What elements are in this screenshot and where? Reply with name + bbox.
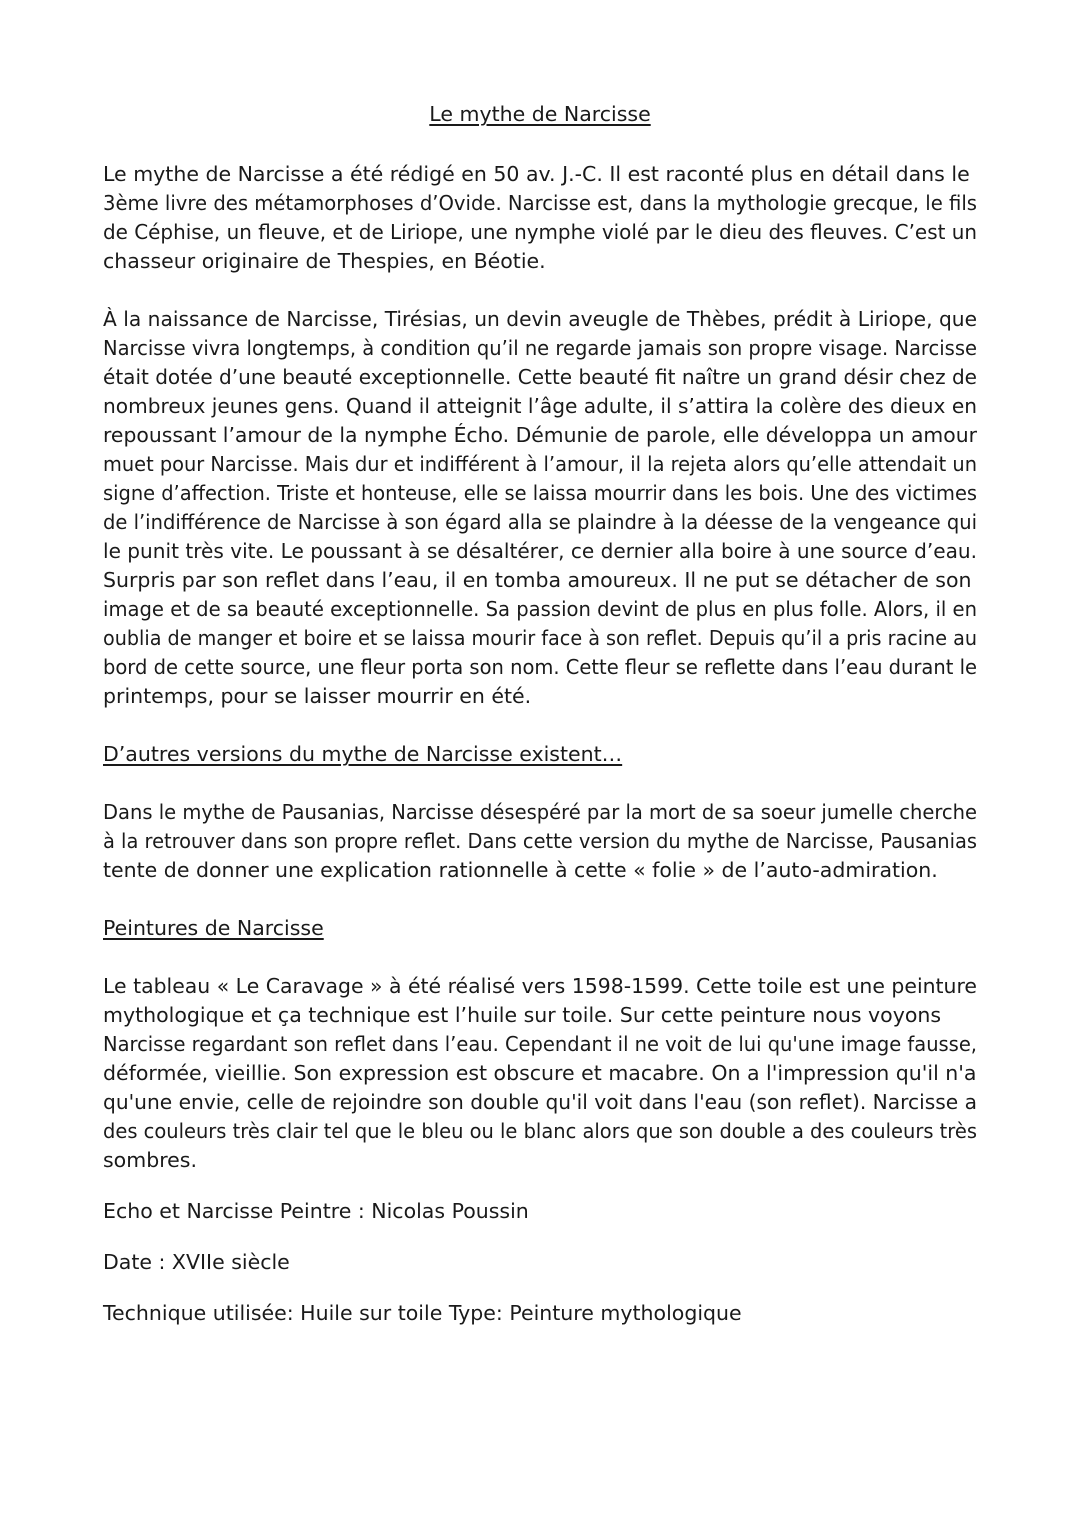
text-line: Le tableau « Le Caravage » à été réalisé vers 1598-1599. Cette toile est une peinture: [103, 974, 977, 998]
text-line: À la naissance de Narcisse, Tirésias, un devin aveugle de Thèbes, prédit à Liriope, que: [103, 307, 977, 331]
poussin-line: Echo et Narcisse Peintre : Nicolas Poussin: [103, 1199, 529, 1223]
text-line: muet pour Narcisse. Mais dur et indifférent à l’amour, il la rejeta alors qu’elle attendait un: [103, 452, 977, 476]
date-line: Date : XVIIe siècle: [103, 1250, 290, 1274]
text-line: 3ème livre des métamorphoses d’Ovide. Narcisse est, dans la mythologie grecque, le fils: [103, 191, 977, 215]
story-paragraph: [103, 305, 1038, 711]
paintings-paragraph: [103, 972, 1024, 1175]
document-title-text: Le mythe de Narcisse: [429, 102, 651, 126]
text-line: était dotée d’une beauté exceptionnelle. Cette beauté fit naître un grand désir chez de: [103, 365, 977, 389]
text-line: image et de sa beauté exceptionnelle. Sa passion devint de plus en plus folle. Alors, il en: [103, 597, 977, 621]
document-title: [103, 100, 977, 129]
text-line: bord de cette source, une fleur porta son nom. Cette fleur se reflette dans l’eau durant le: [103, 655, 977, 679]
text-line: Narcisse regardant son reflet dans l’eau. Cependant il ne voit de lui qu'une image fausse,: [103, 1032, 977, 1056]
text-line: déformée, vieillie. Son expression est obscure et macabre. On a l'impression qu'il n'a: [103, 1061, 977, 1085]
text-line: qu'une envie, celle de rejoindre son double qu'il voit dans l'eau (son reflet). Narcisse a: [103, 1090, 977, 1114]
paintings-heading: Peintures de Narcisse: [103, 916, 324, 940]
text-line: nombreux jeunes gens. Quand il atteignit l’âge adulte, il s’attira la colère des dieux en: [103, 394, 977, 418]
text-line: sombres.: [103, 1148, 197, 1172]
versions-paragraph: [103, 798, 1026, 885]
text-line: mythologique et ça technique est l’huile sur toile. Sur cette peinture nous voyons: [103, 1003, 942, 1027]
versions-heading: D’autres versions du mythe de Narcisse existent…: [103, 742, 623, 766]
text-line: le punit très vite. Le poussant à se désaltérer, ce dernier alla boire à une source d’eau.: [103, 539, 977, 563]
text-line: Le mythe de Narcisse a été rédigé en 50 av. J.-C. Il est raconté plus en détail dans le: [103, 162, 970, 186]
text-line: à la retrouver dans son propre reflet. Dans cette version du mythe de Narcisse, Pausanias: [103, 829, 977, 853]
text-line: printemps, pour se laisser mourrir en été.: [103, 684, 532, 708]
text-line: Dans le mythe de Pausanias, Narcisse désespéré par la mort de sa soeur jumelle cherche: [103, 800, 977, 824]
text-line: signe d’affection. Triste et honteuse, elle se laissa mourrir dans les bois. Une des victimes: [103, 481, 977, 505]
text-line: de Céphise, un fleuve, et de Liriope, une nymphe violé par le dieu des fleuves. C’est un: [103, 220, 977, 244]
text-line: repoussant l’amour de la nymphe Écho. Démunie de parole, elle développa un amour: [103, 423, 977, 447]
text-line: chasseur originaire de Thespies, en Béotie.: [103, 249, 546, 273]
text-line: Surpris par son reflet dans l’eau, il en tomba amoureux. Il ne put se détacher de son: [103, 568, 972, 592]
text-line: Narcisse vivra longtemps, à condition qu’il ne regarde jamais son propre visage. Narcisse: [103, 336, 977, 360]
text-line: de l’indifférence de Narcisse à son égard alla se plaindre à la déesse de la vengeance qui: [103, 510, 977, 534]
intro-paragraph: [103, 160, 1017, 276]
text-line: oublia de manger et boire et se laissa mourir face à son reflet. Depuis qu’il a pris racine au: [103, 626, 977, 650]
text-line: des couleurs très clair tel que le bleu ou le blanc alors que son double a des couleurs très: [103, 1119, 977, 1143]
technique-line: Technique utilisée: Huile sur toile Type: Peinture mythologique: [103, 1301, 742, 1325]
text-line: tente de donner une explication rationnelle à cette « folie » de l’auto-admiration.: [103, 858, 938, 882]
